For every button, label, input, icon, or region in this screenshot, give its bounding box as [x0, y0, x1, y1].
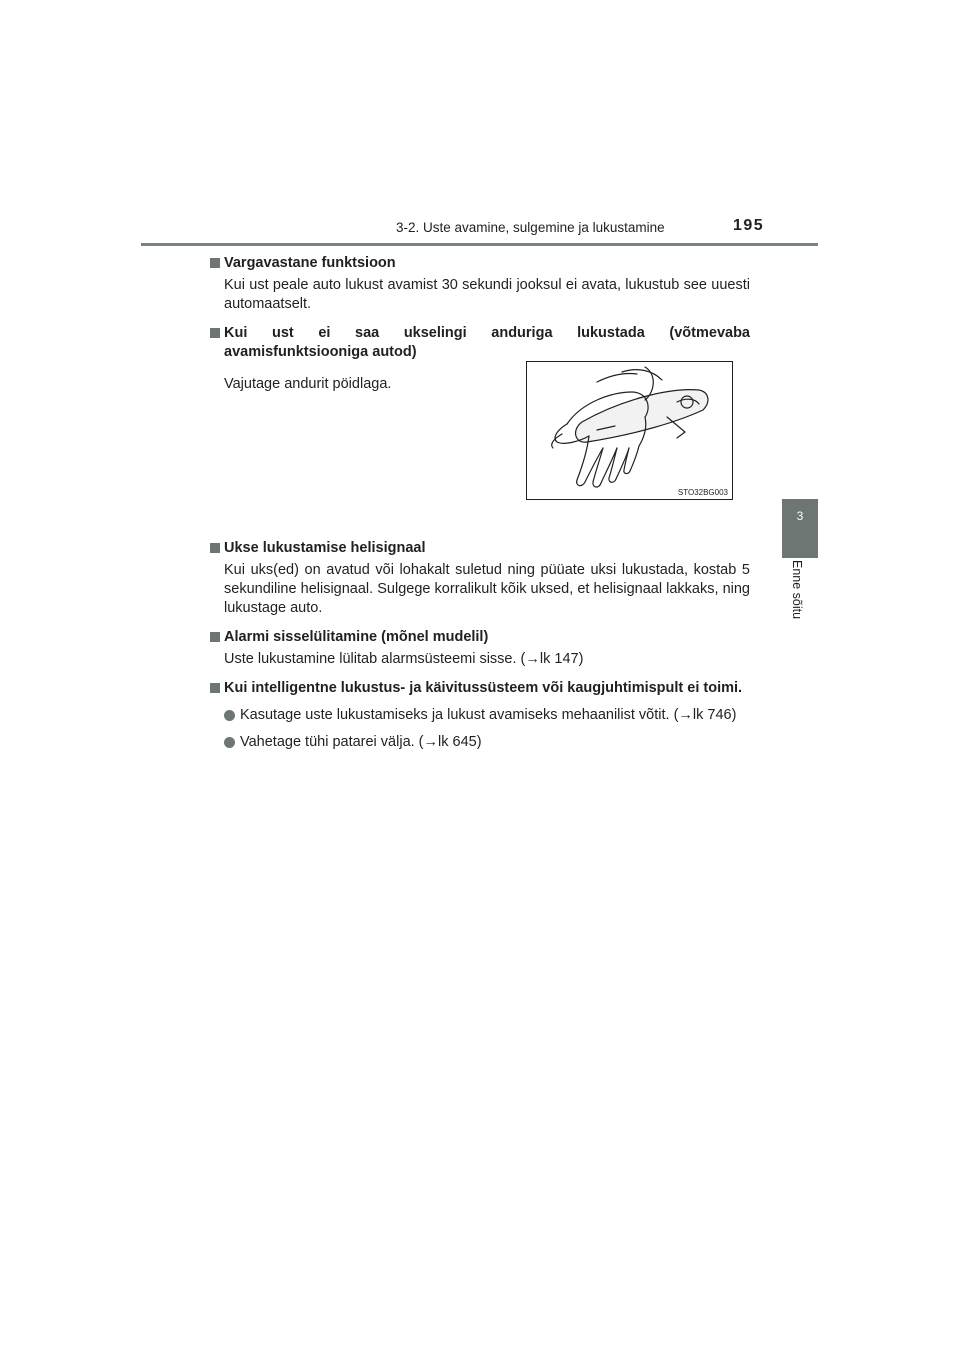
section-heading: Kui intelligentne lukustus- ja käivitussüsteem või kaugjuhtimispult ei toimi. [210, 679, 750, 698]
section-alarm [210, 628, 750, 669]
square-bullet-icon [210, 683, 220, 693]
section-lock-buzzer [210, 539, 750, 618]
circle-bullet-icon [224, 710, 235, 721]
header-rule [141, 243, 818, 246]
section-text: Uste lukustamine lülitab alarmsüsteemi sisse. (→lk 147) [224, 651, 584, 667]
chapter-label: Enne sõitu [790, 560, 804, 620]
section-text: Kui uks(ed) on avatud või lohakalt suletud ning püüate uksi lukustada, kostab 5 sekundiline helisignaal. Sulgege korralikult kõik uksed, et helisignaal lakkaks, ning lukustage auto. [224, 562, 750, 616]
section-heading: Kui ust ei saa ukselingi anduriga lukustada (võtmevaba avamisfunktsiooniga autod) [210, 324, 750, 362]
chapter-number: 3 [796, 509, 804, 523]
section-text: Kui ust peale auto lukust avamist 30 sekundi jooksul ei avata, lukustub see uuesti automaatselt. [224, 277, 750, 312]
chapter-tab [782, 499, 818, 558]
list-item: Kasutage uste lukustamiseks ja lukust avamiseks mehaanilist võtit. (→lk 746) [210, 706, 750, 725]
section-anti-theft [210, 254, 750, 314]
list-item: Vahetage tühi patarei välja. (→lk 645) [210, 733, 750, 752]
section-text: Vajutage andurit pöidlaga. [224, 376, 392, 392]
hand-on-door-handle-illustration [527, 362, 732, 499]
section-heading: Alarmi sisselülitamine (mõnel mudelil) [210, 628, 750, 647]
page-number: 195 [733, 217, 765, 234]
section-system-failure [210, 679, 750, 752]
door-handle-figure [526, 361, 733, 500]
section-title: 3-2. Uste avamine, sulgemine ja lukustamine [396, 220, 665, 235]
section-heading: Ukse lukustamise helisignaal [210, 539, 750, 558]
figure-code: STO32BG003 [677, 488, 728, 497]
square-bullet-icon [210, 632, 220, 642]
square-bullet-icon [210, 328, 220, 338]
square-bullet-icon [210, 543, 220, 553]
square-bullet-icon [210, 258, 220, 268]
circle-bullet-icon [224, 737, 235, 748]
page-content [210, 254, 750, 752]
section-heading: Vargavastane funktsioon [210, 254, 750, 273]
